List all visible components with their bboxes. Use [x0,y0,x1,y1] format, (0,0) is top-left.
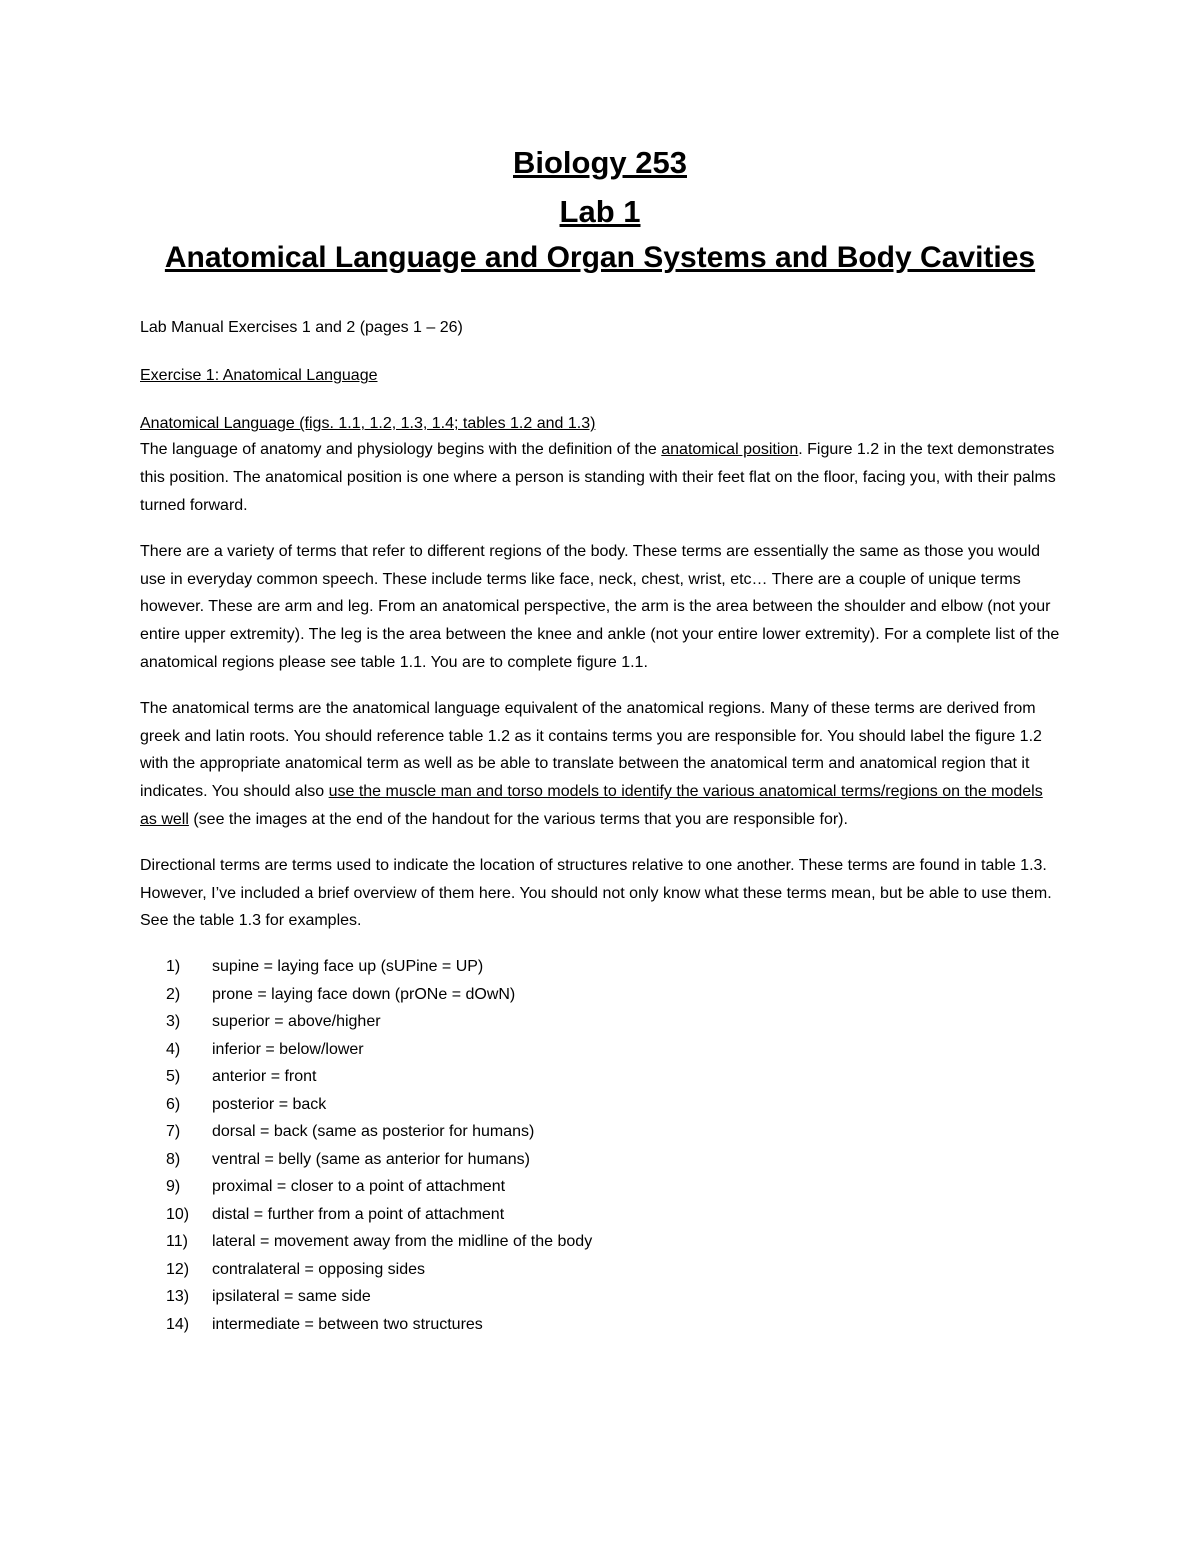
list-item-text: posterior = back [212,1095,327,1113]
list-item-number: 6) [166,1095,181,1113]
list-item [166,1283,1060,1311]
list-item-number: 5) [166,1068,181,1086]
list-item-number: 11) [166,1233,188,1251]
list-item-text: distal = further from a point of attachment [212,1205,505,1223]
directional-terms-list [140,953,1060,1338]
list-item-text: superior = above/higher [212,1013,381,1031]
list-item-number: 9) [166,1178,181,1196]
list-item [166,1201,1060,1229]
list-item-number: 12) [166,1260,190,1278]
list-item-text: anterior = front [212,1068,317,1086]
paragraph-directional-terms: Directional terms are terms used to indicate the location of structures relative to one another. These terms are found in table 1.3. However, I’ve included a brief overview of them here. You should not only know what these terms mean, but be able to use them. See the table 1.3 for examples. [140,856,1052,930]
para1-before: The language of anatomy and physiology begins with the definition of the [140,441,662,459]
list-item-text: prone = laying face down (prONe = dOwN) [212,985,516,1003]
list-item-text: ventral = belly (same as anterior for humans) [212,1150,530,1168]
list-item [166,1311,1060,1339]
list-item-number: 10) [166,1205,190,1223]
list-item-text: dorsal = back (same as posterior for humans) [212,1123,535,1141]
list-item [166,1036,1060,1064]
list-item [166,1063,1060,1091]
list-item [166,1008,1060,1036]
list-item [166,1146,1060,1174]
exercise-heading: Exercise 1: Anatomical Language [140,367,378,385]
list-item [166,953,1060,981]
list-item-number: 13) [166,1288,190,1306]
list-item-number: 2) [166,985,181,1003]
list-item-text: intermediate = between two structures [212,1315,483,1333]
manual-reference: Lab Manual Exercises 1 and 2 (pages 1 – 26) [140,319,463,337]
paragraph-anatomical-terms [140,695,1060,834]
list-item-number: 4) [166,1040,181,1058]
list-item-text: inferior = below/lower [212,1040,364,1058]
list-item-number: 3) [166,1013,181,1031]
section-heading: Anatomical Language (figs. 1.1, 1.2, 1.3, 1.4; tables 1.2 and 1.3) [140,415,596,433]
list-item-number: 1) [166,958,181,976]
list-item [166,1256,1060,1284]
paragraph-regions: There are a variety of terms that refer to different regions of the body. These terms are essentially the same as those you would use in everyday common speech. These include terms like face, neck, chest, wrist, etc… There are a couple of unique terms however. These are arm and leg. From an anatomical perspective, the arm is the area between the shoulder and elbow (not your entire upper extremity). The leg is the area between the knee and ankle (not your entire lower extremity). For a complete list of the anatomical regions please see table 1.1. You are to complete figure 1.1. [140,542,1060,671]
list-item [166,1173,1060,1201]
para3-before: The anatomical terms are the anatomical language equivalent of the anatomical regions. Many of these terms are derived from greek and latin roots. You should reference table 1.2 as it contains terms you are responsible for. You should label the figure 1.2 with the appropriate anatomical term as well as be able to translate between the anatomical term and anatomical region that it indicates. You should also [140,699,1042,801]
lab-title: Lab 1 [559,194,641,230]
para1-after: . Figure 1.2 in the text demonstrates this position. The anatomical position is one where a person is standing with their feet flat on the floor, facing you, with their palms turned forward. [140,441,1056,514]
list-item-text: supine = laying face up (sUPine = UP) [212,958,484,976]
anatomical-position-term: anatomical position [661,441,799,459]
para3-after: (see the images at the end of the handout for the various terms that you are responsible for). [188,810,848,828]
document-page [140,140,1060,1338]
list-item-text: contralateral = opposing sides [212,1260,426,1278]
list-item [166,1091,1060,1119]
paragraph-anatomical-position [140,436,1060,519]
list-item [166,1118,1060,1146]
list-item-text: ipsilateral = same side [212,1288,371,1306]
models-instruction: use the muscle man and torso models to identify the various anatomical terms/regions on the models as well [140,783,1043,828]
list-item-text: proximal = closer to a point of attachment [212,1178,506,1196]
list-item-text: lateral = movement away from the midline of the body [212,1233,593,1251]
list-item [166,981,1060,1009]
list-item [166,1228,1060,1256]
course-title: Biology 253 [513,145,687,180]
list-item-number: 7) [166,1123,181,1141]
topic-title: Anatomical Language and Organ Systems and Body Cavities [164,241,1036,275]
list-item-number: 14) [166,1315,190,1333]
list-item-number: 8) [166,1150,181,1168]
